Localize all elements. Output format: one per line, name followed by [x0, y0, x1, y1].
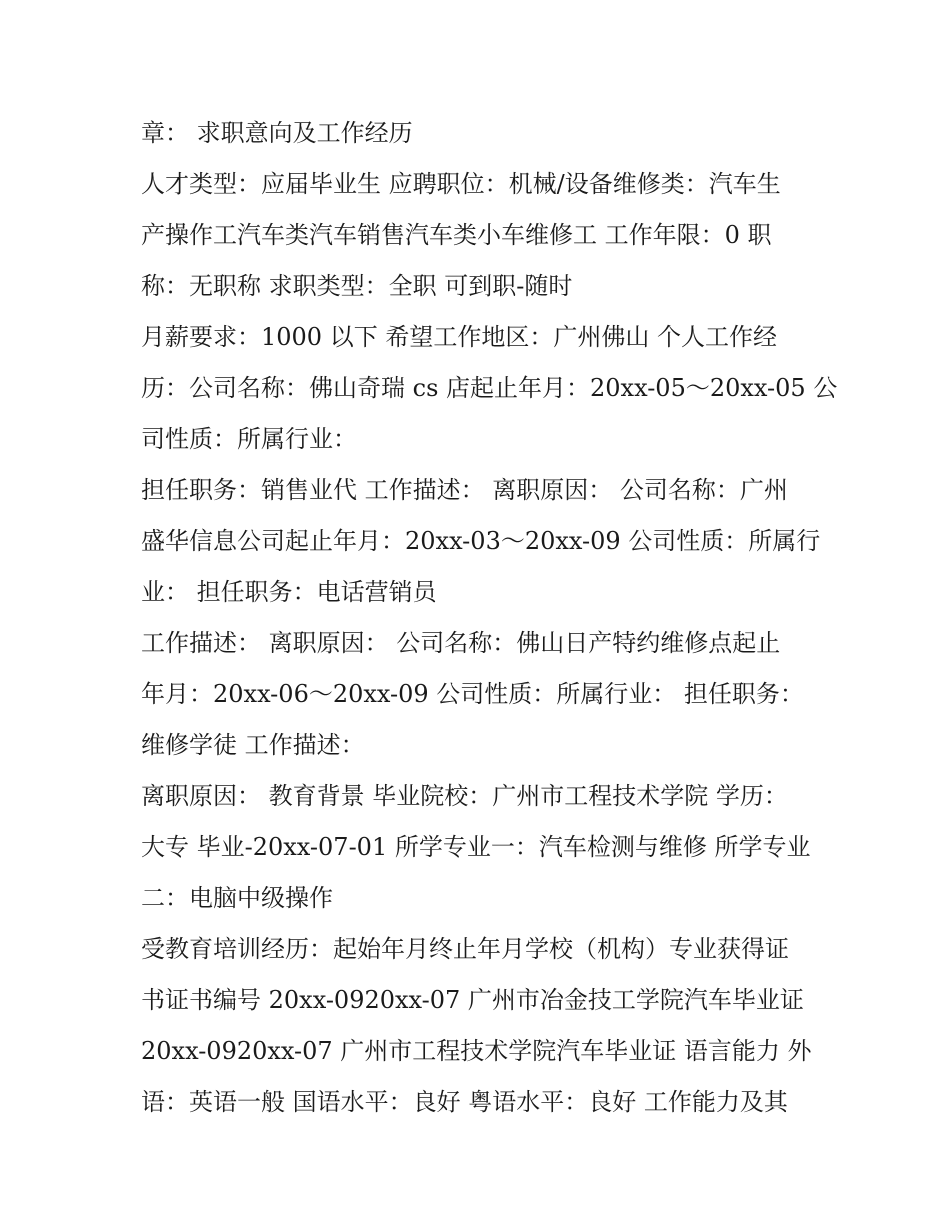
- text-line: 月薪要求：1000 以下 希望工作地区：广州佛山 个人工作经: [141, 323, 777, 351]
- text-line: 盛华信息公司起止年月：20xx-03～20xx-09 公司性质：所属行: [141, 527, 821, 555]
- text-line: 称：无职称 求职类型：全职 可到职-随时: [141, 272, 573, 300]
- text-line: 担任职务：销售业代 工作描述： 离职原因： 公司名称：广州: [141, 476, 788, 504]
- text-line: 产操作工汽车类汽车销售汽车类小车维修工 工作年限：0 职: [141, 221, 772, 249]
- text-line: 20xx-0920xx-07 广州市工程技术学院汽车毕业证 语言能力 外: [141, 1037, 812, 1065]
- text-line: 大专 毕业-20xx-07-01 所学专业一：汽车检测与维修 所学专业: [141, 833, 811, 861]
- text-line: 业： 担任职务：电话营销员: [141, 578, 437, 606]
- text-line: 历：公司名称：佛山奇瑞 cs 店起止年月：20xx-05～20xx-05 公: [141, 374, 838, 402]
- resume-text-block: [141, 108, 838, 1128]
- text-line: 司性质：所属行业：: [141, 425, 357, 453]
- text-line: 受教育培训经历：起始年月终止年月学校（机构）专业获得证: [141, 935, 789, 963]
- text-line: 工作描述： 离职原因： 公司名称：佛山日产特约维修点起止: [141, 629, 781, 657]
- text-line: 离职原因： 教育背景 毕业院校：广州市工程技术学院 学历：: [141, 782, 788, 810]
- text-line: 语：英语一般 国语水平：良好 粤语水平：良好 工作能力及其: [141, 1088, 788, 1116]
- text-line: 章： 求职意向及工作经历: [141, 119, 413, 147]
- text-line: 人才类型：应届毕业生 应聘职位：机械/设备维修类：汽车生: [141, 170, 781, 198]
- text-line: 年月：20xx-06～20xx-09 公司性质：所属行业： 担任职务：: [141, 680, 804, 708]
- text-line: 维修学徒 工作描述：: [141, 731, 365, 759]
- text-line: 书证书编号 20xx-0920xx-07 广州市冶金技工学院汽车毕业证: [141, 986, 804, 1014]
- text-line: 二：电脑中级操作: [141, 884, 333, 912]
